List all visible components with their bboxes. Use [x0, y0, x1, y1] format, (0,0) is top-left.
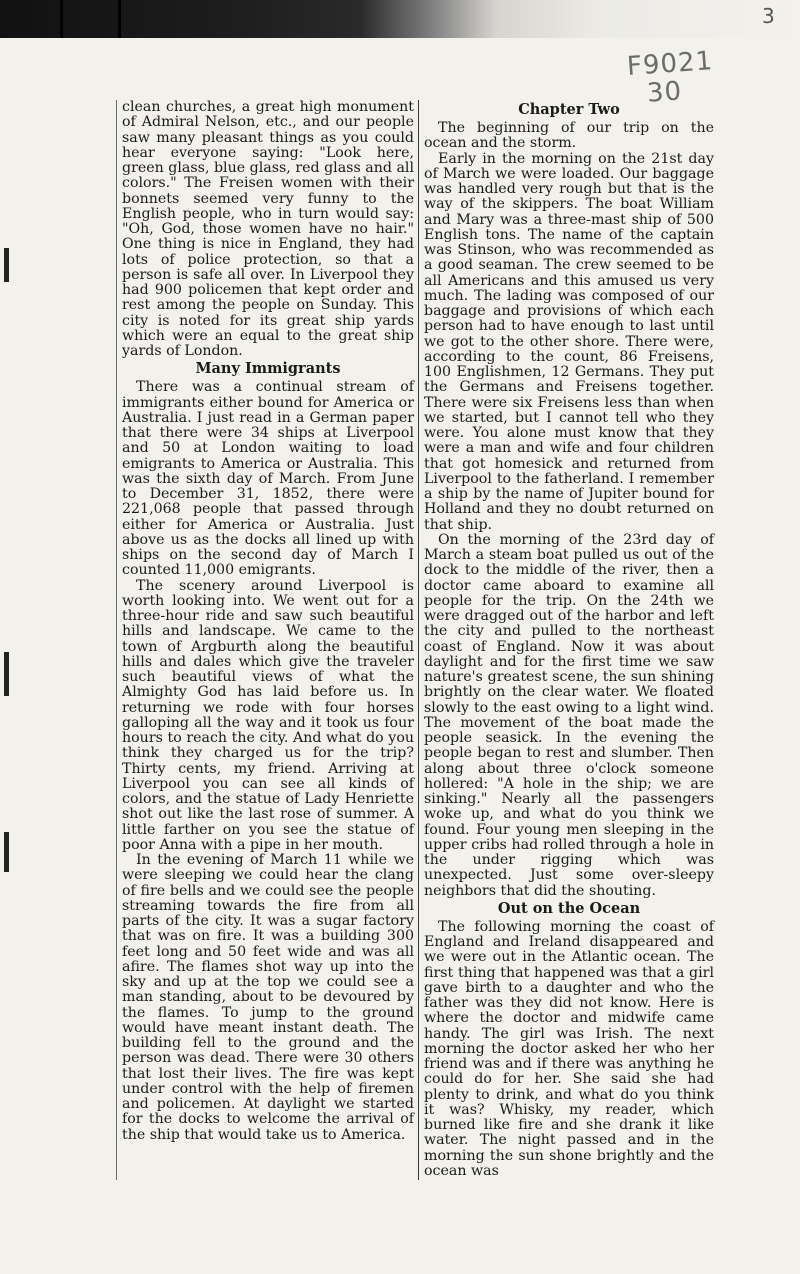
scan-artifact: [118, 0, 121, 38]
article-paragraph: The following morning the coast of England and Ireland disappeared and we were out in the Atlantic ocean. The first thing that happened was that a girl gave birth to a daughter and who the father was they did not know. Here is where the doctor and midwife came handy. The girl was Irish. The next morning the doctor asked her who her friend was and if there was anything he could do for her. She said she had plenty to drink, and what do you think it was? Whisky, my reader, which burned like fire and she drank it like water. The night passed and in the morning the sun shone brightly and the ocean was: [424, 918, 714, 1179]
left-column-rule: [116, 100, 117, 1180]
archive-sub: 30: [645, 76, 684, 109]
article-paragraph: There was a continual stream of immigrants either bound for America or Australia. I just read in a German paper that there were 34 ships at Liverpool and 50 at London waiting to load emigrants to America or Australia. This was the sixth day of March. From June to December 31, 1852, there were 221,068 people that passed through either for America or Australia. Just above us as the docks all lined up with ships on the second day of March I counted 11,000 emigrants.: [122, 379, 414, 579]
scan-top-edge: [0, 0, 800, 38]
article-paragraph: clean churches, a great high monument of Admiral Nelson, etc., and our people saw many pleasant things as you could hear everyone saying: "Look here, green glass, blue glass, red glass and all colors." The Freisen women with their bonnets seemed very funny to the English people, who in turn would say: "Oh, God, those women have no hair." One thing is nice in England, they had lots of police protection, so that a person is safe all over. In Liverpool they had 900 policemen that kept order and rest among the people on Sunday. This city is noted for its great ship yards which were an equal to the great ship yards of London.: [122, 99, 414, 359]
article-paragraph: The beginning of our trip on the ocean and the storm.: [424, 120, 714, 152]
left-column: [122, 100, 414, 1143]
right-column: [424, 100, 714, 1179]
margin-mark: [4, 248, 9, 282]
article-paragraph: Early in the morning on the 21st day of March we were loaded. Our baggage was handled very rough but that is the way of the skippers. The boat William and Mary was a three-mast ship of 500 English tons. The name of the captain was Stinson, who was recommended as a good seaman. The crew seemed to be all Americans and this amused us very much. The lading was composed of our baggage and provisions of which each person had to have enough to last until we got to the other shore. There were, according to the count, 86 Freisens, 100 Englishmen, 12 Germans. They put the Germans and Freisens together. There were six Freisens less than when we started, but I cannot tell who they were. You alone must know that they were a man and wife and four children that got homesick and returned from Liverpool to the fatherland. I remember a ship by the name of Jupiter bound for Holland and they no doubt returned on that ship.: [424, 150, 714, 533]
section-heading: Many Immigrants: [195, 360, 341, 378]
article-paragraph: In the evening of March 11 while we were sleeping we could hear the clang of fire bells and we could see the people streaming towards the fire from all parts of the city. It was a sugar factory that was on fire. It was a building 300 feet long and 50 feet wide and was all afire. The flames shot way up into the sky and up at the top we could see a man standing, about to be devoured by the flames. To jump to the ground would have meant instant death. The building fell to the ground and the person was dead. There were 30 others that lost their lives. The fire was kept under control with the help of firemen and policemen. At daylight we started for the docks to welcome the arrival of the ship that would take us to America.: [122, 852, 414, 1143]
article-paragraph: The scenery around Liverpool is worth looking into. We went out for a three-hour ride and saw such beautiful hills and landscape. We came to the town of Argburth along the beautiful hills and dales which give the traveler such beautiful views of what the Almighty God has laid before us. In returning we rode with four horses galloping all the way and it took us four hours to reach the city. And what do you think they charged us for the trip? Thirty cents, my friend. Arriving at Liverpool you can see all kinds of colors, and the statue of Lady Henriette shot out like the last rose of summer. A little farther on you see the statue of poor Anna with a pipe in her mouth.: [122, 577, 414, 853]
column-divider: [418, 100, 419, 1180]
scan-artifact: [60, 0, 63, 38]
margin-mark: [4, 652, 9, 696]
article-paragraph: On the morning of the 23rd day of March a steam boat pulled us out of the dock to the middle of the river, then a doctor came aboard to examine all people for the trip. On the 24th we were dragged out of the harbor and left the city and pulled to the northeast coast of England. Now it was about daylight and for the first time we saw nature's greatest scene, the sun shining brightly on the clear water. We floated slowly to the east owing to a light wind. The movement of the boat made the people seasick. In the evening the people began to rest and slumber. Then along about three o'clock someone hollered: "A hole in the ship; we are sinking." Nearly all the passengers woke up, and what do you think we found. Four young men sleeping in the upper cribs had rolled through a hole in the under rigging which was unexpected. Just some over-sleepy neighbors that did the shouting.: [424, 531, 714, 899]
archive-number: F9021: [626, 46, 715, 83]
page-number: 3: [762, 4, 775, 28]
chapter-heading: Chapter Two: [518, 101, 620, 118]
section-heading: Out on the Ocean: [497, 899, 641, 917]
margin-mark: [4, 832, 9, 872]
